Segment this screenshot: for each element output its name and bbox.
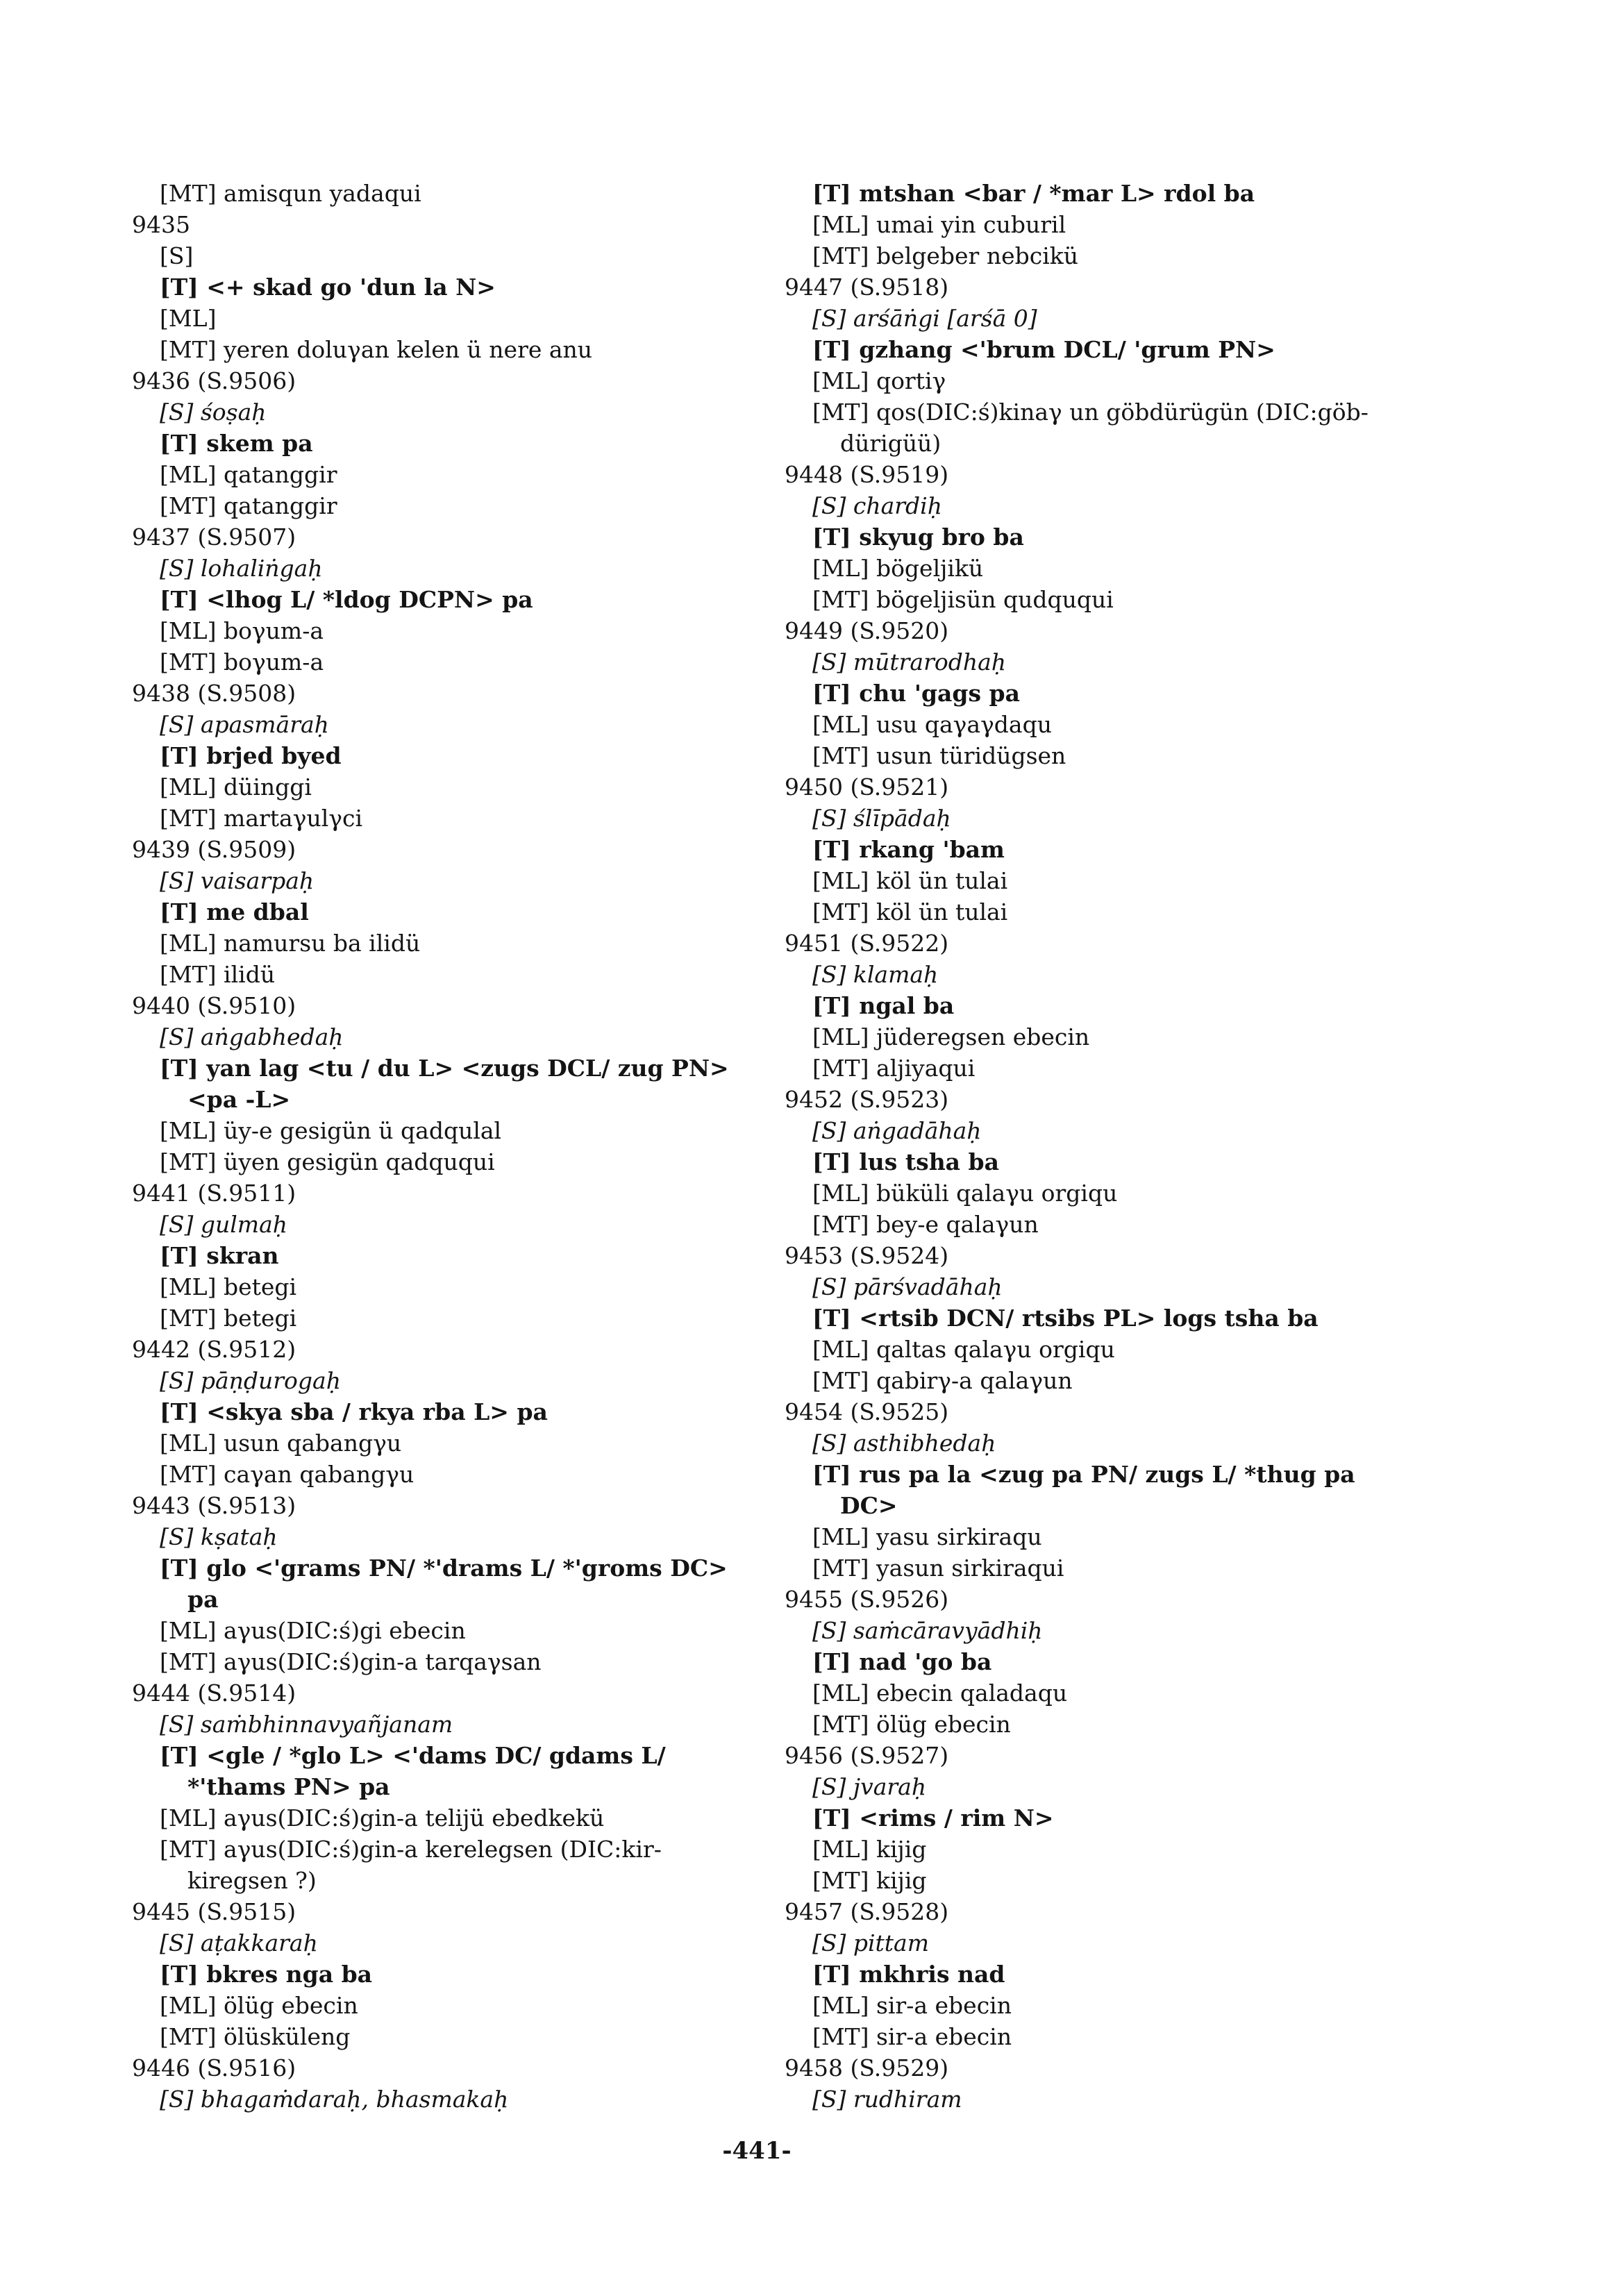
dictionary-line: [ML] yasu sirkiraqu	[812, 1523, 1042, 1550]
dictionary-line: 9448 (S.9519)	[785, 461, 949, 488]
dictionary-line: [T] skem pa	[160, 430, 313, 457]
dictionary-line: [S] saṁcāravyādhiḥ	[812, 1617, 1043, 1644]
dictionary-line: 9454 (S.9525)	[785, 1398, 949, 1425]
page-number: -441-	[722, 2137, 792, 2165]
dictionary-line: [T] lus tsha ba	[812, 1148, 1000, 1175]
dictionary-line: 9436 (S.9506)	[132, 367, 296, 394]
dictionary-line: [S] bhagaṁdaraḥ, bhasmakaḥ	[160, 2086, 509, 2113]
dictionary-line: 9438 (S.9508)	[132, 680, 296, 707]
dictionary-line: 9446 (S.9516)	[132, 2054, 296, 2081]
dictionary-line: [S]	[160, 242, 194, 269]
dictionary-line: [S] chardiḥ	[812, 492, 942, 519]
dictionary-line: [MT] qatanggir	[160, 492, 337, 519]
dictionary-line: [T] chu 'gags pa	[812, 680, 1020, 707]
dictionary-line: [T] <gle / *glo L> <'dams DC/ gdams L/	[160, 1742, 666, 1769]
dictionary-line: [S] gulmaḥ	[160, 1211, 287, 1238]
dictionary-line: [S] asthibhedaḥ	[812, 1430, 996, 1457]
dictionary-line: 9441 (S.9511)	[132, 1180, 296, 1207]
dictionary-line: [ML] ölüg ebecin	[160, 1992, 358, 2019]
dictionary-line: [MT] yasun sirkiraqui	[812, 1555, 1064, 1582]
dictionary-line: [T] <+ skad go 'dun la N>	[160, 274, 496, 301]
dictionary-line: <pa -L>	[187, 1086, 291, 1113]
dictionary-line: [MT] üyen gesigün qadququi	[160, 1148, 495, 1175]
dictionary-line: [T] <skya sba / rkya rba L> pa	[160, 1398, 548, 1425]
dictionary-line: kiregsen ?)	[187, 1867, 317, 1894]
dictionary-line: [MT] bey-e qalaγun	[812, 1211, 1039, 1238]
dictionary-line: [T] ngal ba	[812, 992, 955, 1019]
dictionary-line: [S] pittam	[812, 1929, 930, 1956]
dictionary-line: DC>	[840, 1492, 898, 1519]
dictionary-line: [ML]	[160, 305, 217, 332]
dictionary-line: [ML] büküli qalaγu orgiqu	[812, 1180, 1118, 1207]
dictionary-line: [ML] sir-a ebecin	[812, 1992, 1012, 2019]
dictionary-line: [S] saṁbhinnavyañjanam	[160, 1711, 453, 1738]
dictionary-line: 9455 (S.9526)	[785, 1586, 949, 1613]
dictionary-line: [MT] aγus(DIC:ś)gin-a kerelegsen (DIC:kir-	[160, 1836, 662, 1863]
dictionary-line: 9445 (S.9515)	[132, 1898, 296, 1925]
dictionary-line: [MT] aljiyaqui	[812, 1055, 976, 1082]
dictionary-line: [T] <lhog L/ *ldog DCPN> pa	[160, 586, 533, 613]
dictionary-line: [T] glo <'grams PN/ *'drams L/ *'groms DC>	[160, 1555, 728, 1582]
dictionary-line: [S] mūtrarodhaḥ	[812, 648, 1007, 676]
dictionary-line: 9447 (S.9518)	[785, 274, 949, 301]
dictionary-line: [T] mtshan <bar / *mar L> rdol ba	[812, 180, 1255, 207]
dictionary-line: [MT] köl ün tulai	[812, 898, 1008, 925]
right-column	[785, 178, 1444, 2115]
dictionary-line: [T] rkang 'bam	[812, 836, 1005, 863]
dictionary-line: [ML] qortiγ	[812, 367, 946, 394]
dictionary-line: [T] nad 'go ba	[812, 1648, 992, 1675]
dictionary-line: [S] pāṇḍurogaḥ	[160, 1367, 341, 1394]
dictionary-line: [MT] ölüsküleng	[160, 2023, 351, 2050]
left-column	[132, 178, 757, 2115]
dictionary-line: [ML] jüderegsen ebecin	[812, 1023, 1090, 1050]
dictionary-line: [T] mkhris nad	[812, 1961, 1005, 1988]
dictionary-line: [MT] boγum-a	[160, 648, 324, 676]
dictionary-line: [MT] aγus(DIC:ś)gin-a tarqaγsan	[160, 1648, 542, 1675]
dictionary-line: [ML] aγus(DIC:ś)gi ebecin	[160, 1617, 466, 1644]
dictionary-line: [ML] qaltas qalaγu orgiqu	[812, 1336, 1115, 1363]
dictionary-line: [T] <rims / rim N>	[812, 1804, 1054, 1832]
dictionary-line: 9442 (S.9512)	[132, 1336, 296, 1363]
dictionary-line: 9444 (S.9514)	[132, 1679, 296, 1707]
dictionary-line: [MT] ölüg ebecin	[812, 1711, 1011, 1738]
dictionary-line: [ML] ebecin qaladaqu	[812, 1679, 1068, 1707]
dictionary-line: [S] śoṣaḥ	[160, 399, 267, 426]
dictionary-line: [ML] usun qabangγu	[160, 1430, 402, 1457]
dictionary-line: 9435	[132, 211, 190, 238]
dictionary-line: [S] ślīpādaḥ	[812, 805, 951, 832]
dictionary-line: 9451 (S.9522)	[785, 930, 949, 957]
dictionary-line: [MT] qos(DIC:ś)kinaγ un göbdürügün (DIC:göb-	[812, 399, 1368, 426]
dictionary-line: [MT] qabirγ-a qalaγun	[812, 1367, 1073, 1394]
dictionary-line: [S] arśāṅgi [arśā 0]	[812, 305, 1037, 332]
dictionary-line: 9457 (S.9528)	[785, 1898, 949, 1925]
dictionary-line: [S] jvaraḥ	[812, 1773, 927, 1800]
dictionary-line: [T] gzhang <'brum DCL/ 'grum PN>	[812, 336, 1275, 363]
dictionary-line: [MT] amisqun yadaqui	[160, 180, 421, 207]
dictionary-line: [ML] kijig	[812, 1836, 927, 1863]
dictionary-line: [T] rus pa la <zug pa PN/ zugs L/ *thug pa	[812, 1461, 1355, 1488]
dictionary-line: [T] me dbal	[160, 898, 309, 925]
dictionary-line: [ML] usu qaγaγdaqu	[812, 711, 1052, 738]
dictionary-line: [ML] umai yin cuburil	[812, 211, 1066, 238]
dictionary-line: 9437 (S.9507)	[132, 523, 296, 551]
dictionary-line: [MT] ilidü	[160, 961, 276, 988]
dictionary-line: [S] apasmāraḥ	[160, 711, 329, 738]
dictionary-line: [ML] üy-e gesigün ü qadqulal	[160, 1117, 502, 1144]
dictionary-line: [MT] martaγulγci	[160, 805, 363, 832]
dictionary-line: [S] aṅgabhedaḥ	[160, 1023, 344, 1050]
dictionary-line: [ML] bögeljikü	[812, 555, 984, 582]
dictionary-line: 9443 (S.9513)	[132, 1492, 296, 1519]
dictionary-line: [S] lohaliṅgaḥ	[160, 555, 323, 582]
dictionary-line: 9458 (S.9529)	[785, 2054, 949, 2081]
dictionary-line: [T] yan lag <tu / du L> <zugs DCL/ zug PN>	[160, 1055, 729, 1082]
dictionary-line: 9439 (S.9509)	[132, 836, 296, 863]
dictionary-line: 9440 (S.9510)	[132, 992, 296, 1019]
dictionary-line: pa	[187, 1586, 219, 1613]
dictionary-line: [S] vaisarpaḥ	[160, 867, 315, 894]
dictionary-line: [ML] betegi	[160, 1273, 297, 1300]
dictionary-line: 9456 (S.9527)	[785, 1742, 949, 1769]
dictionary-line: [MT] yeren doluγan kelen ü nere anu	[160, 336, 593, 363]
dictionary-line: [S] aṭakkaraḥ	[160, 1929, 318, 1956]
dictionary-line: 9450 (S.9521)	[785, 773, 949, 801]
dictionary-line: [ML] qatanggir	[160, 461, 337, 488]
dictionary-line: [S] pārśvadāhaḥ	[812, 1273, 1003, 1300]
dictionary-line: dürigüü)	[840, 430, 941, 457]
dictionary-line: [ML] boγum-a	[160, 617, 324, 644]
dictionary-line: [T] bkres nga ba	[160, 1961, 373, 1988]
dictionary-line: [S] rudhiram	[812, 2086, 962, 2113]
dictionary-line: [MT] bögeljisün qudququi	[812, 586, 1114, 613]
dictionary-line: 9449 (S.9520)	[785, 617, 949, 644]
dictionary-line: [T] skyug bro ba	[812, 523, 1024, 551]
dictionary-line: [S] klamaḥ	[812, 961, 939, 988]
dictionary-line: [MT] usun türidügsen	[812, 742, 1066, 769]
dictionary-line: [T] skran	[160, 1242, 279, 1269]
dictionary-line: [S] kṣataḥ	[160, 1523, 278, 1550]
dictionary-line: [T] brjed byed	[160, 742, 342, 769]
dictionary-line: [MT] belgeber nebcikü	[812, 242, 1079, 269]
dictionary-line: [MT] betegi	[160, 1305, 297, 1332]
dictionary-line: [ML] köl ün tulai	[812, 867, 1008, 894]
dictionary-line: [MT] caγan qabangγu	[160, 1461, 415, 1488]
dictionary-line: [ML] aγus(DIC:ś)gin-a telijü ebedkekü	[160, 1804, 605, 1832]
dictionary-line: 9452 (S.9523)	[785, 1086, 949, 1113]
dictionary-line: [T] <rtsib DCN/ rtsibs PL> logs tsha ba	[812, 1305, 1319, 1332]
dictionary-line: [S] aṅgadāhaḥ	[812, 1117, 982, 1144]
dictionary-line: [MT] kijig	[812, 1867, 927, 1894]
dictionary-line: [ML] düinggi	[160, 773, 312, 801]
dictionary-line: *'thams PN> pa	[187, 1773, 390, 1800]
dictionary-line: [ML] namursu ba ilidü	[160, 930, 421, 957]
dictionary-line: 9453 (S.9524)	[785, 1242, 949, 1269]
dictionary-line: [MT] sir-a ebecin	[812, 2023, 1012, 2050]
